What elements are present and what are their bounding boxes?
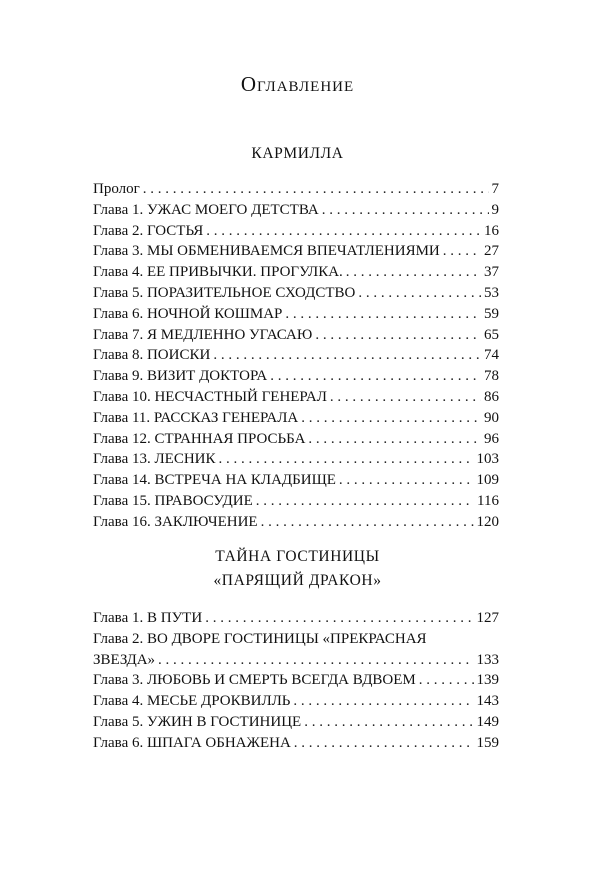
dot-leader [270,366,481,387]
dot-leader [158,650,473,671]
toc-entry-label: Глава 3. МЫ ОБМЕНИВАЕМСЯ ВПЕЧАТЛЕНИЯМИ [93,243,440,260]
toc-entry-label: Пролог [93,181,140,197]
toc-entry-label: Глава 14. ВСТРЕЧА НА КЛАДБИЩЕ [93,472,336,489]
dot-leader [301,408,481,429]
toc-entry[interactable] [93,691,499,712]
dot-leader [339,470,474,491]
toc-entry-label: Глава 8. ПОИСКИ [93,347,211,364]
dot-leader [443,241,481,262]
toc-entry[interactable] [93,712,499,733]
toc-entry[interactable] [93,200,499,221]
toc-entry-label: Глава 13. ЛЕСНИК [93,451,216,468]
toc-entry[interactable] [93,491,499,512]
toc-entry-page: 133 [476,651,499,668]
dot-leader [213,345,481,366]
toc-entry[interactable] [93,304,499,325]
toc-entry[interactable] [93,408,499,429]
dot-leader [330,387,481,408]
dot-leader [294,733,474,754]
toc-entry-page: 37 [484,264,499,281]
dot-leader [205,608,473,629]
toc-list [93,608,499,754]
toc-entry[interactable] [93,179,499,200]
toc-entry[interactable] [93,670,499,691]
toc-entry-page: 86 [484,388,499,405]
toc-entry[interactable] [93,262,499,283]
toc-entry-label: Глава 9. ВИЗИТ ДОКТОРА [93,368,268,385]
toc-entry-page: 103 [476,451,499,468]
toc-entry-label: Глава 5. УЖИН В ГОСТИНИЦЕ [93,713,302,730]
toc-entry-page: 159 [476,734,499,751]
toc-entry[interactable] [93,512,499,533]
page-title: Оглавление [240,72,355,96]
toc-entry-page: 139 [476,672,499,689]
toc-entry-label: Глава 4. ЕЕ ПРИВЫЧКИ. ПРОГУЛКА. [93,264,343,281]
toc-entry[interactable] [93,449,499,470]
toc-entry[interactable] [93,629,499,671]
toc-entry[interactable] [93,366,499,387]
toc-entry-page: 65 [484,326,499,343]
toc-entry[interactable] [93,387,499,408]
section-title-line: «ПАРЯЩИЙ ДРАКОН» [213,572,382,589]
toc-entry[interactable] [93,325,499,346]
toc-list [93,179,499,533]
toc-entry-label: Глава 10. НЕСЧАСТНЫЙ ГЕНЕРАЛ [93,388,327,405]
toc-entry-page: 127 [476,610,499,626]
toc-entry-label: Глава 7. Я МЕДЛЕННО УГАСАЮ [93,326,313,343]
toc-entry-page: 109 [476,472,499,489]
dot-leader [261,512,474,533]
toc-entry-label: Глава 2. ГОСТЬЯ [93,222,204,239]
toc-entry[interactable] [93,241,499,262]
toc-entry-label: Глава 12. СТРАННАЯ ПРОСЬБА [93,430,306,447]
toc-entry-label: Глава 6. ШПАГА ОБНАЖЕНА [93,734,291,751]
dot-leader [308,429,481,450]
toc-entry-label: Глава 11. РАССКАЗ ГЕНЕРАЛА [93,409,299,426]
toc-entry-page: 78 [484,368,499,385]
toc-entry[interactable] [93,608,499,629]
dot-leader [304,712,473,733]
toc-entry-page: 90 [484,409,499,426]
toc-entry[interactable] [93,345,499,366]
toc-entry-page: 149 [476,713,499,730]
toc-entry-label: Глава 6. НОЧНОЙ КОШМАР [93,305,283,322]
toc-entry-label: Глава 1. УЖАС МОЕГО ДЕТСТВА [93,201,319,218]
dot-leader [293,691,473,712]
toc-entry[interactable] [93,221,499,242]
section-title-line: ТАЙНА ГОСТИНИЦЫ [215,548,380,565]
dot-leader [315,325,481,346]
toc-entry[interactable] [93,733,499,754]
dot-leader [143,179,489,200]
toc-entry-page: 143 [476,693,499,710]
dot-leader [358,283,481,304]
toc-entry-label: Глава 15. ПРАВОСУДИЕ [93,492,253,509]
toc-entry-label: Глава 16. ЗАКЛЮЧЕНИЕ [93,513,258,530]
toc-entry-label: ЗВЕЗДА» [93,651,156,668]
toc-entry-page: 120 [476,513,499,530]
toc-entry-page: 96 [484,430,499,447]
dot-leader [206,221,481,242]
toc-entry-label: Глава 1. В ПУТИ [93,610,203,626]
dot-leader [322,200,489,221]
toc-entry-label-line: Глава 2. ВО ДВОРЕ ГОСТИНИЦЫ «ПРЕКРАСНАЯ [93,630,427,647]
dot-leader [256,491,474,512]
section-title [0,545,595,593]
toc-entry[interactable] [93,429,499,450]
dot-leader [219,449,474,470]
dot-leader [285,304,481,325]
toc-entry[interactable] [93,283,499,304]
dot-leader [419,670,474,691]
section-title [0,142,595,166]
dot-leader [346,262,481,283]
toc-entry-page: 16 [484,222,499,239]
toc-entry-page: 27 [484,243,499,260]
toc-entry-page: 7 [491,181,499,197]
toc-entry-label: Глава 3. ЛЮБОВЬ И СМЕРТЬ ВСЕГДА ВДВОЕМ [93,672,416,689]
toc-entry-page: 74 [484,347,499,364]
toc-entry-page: 59 [484,305,499,322]
section-title-line: КАРМИЛЛА [251,145,344,162]
toc-entry-page: 116 [477,492,499,509]
toc-entry-label: Глава 5. ПОРАЗИТЕЛЬНОЕ СХОДСТВО [93,284,356,301]
toc-entry-page: 9 [491,201,499,218]
toc-entry[interactable] [93,470,499,491]
toc-entry-page: 53 [484,284,499,301]
toc-entry-label: Глава 4. МЕСЬЕ ДРОКВИЛЛЬ [93,693,291,710]
